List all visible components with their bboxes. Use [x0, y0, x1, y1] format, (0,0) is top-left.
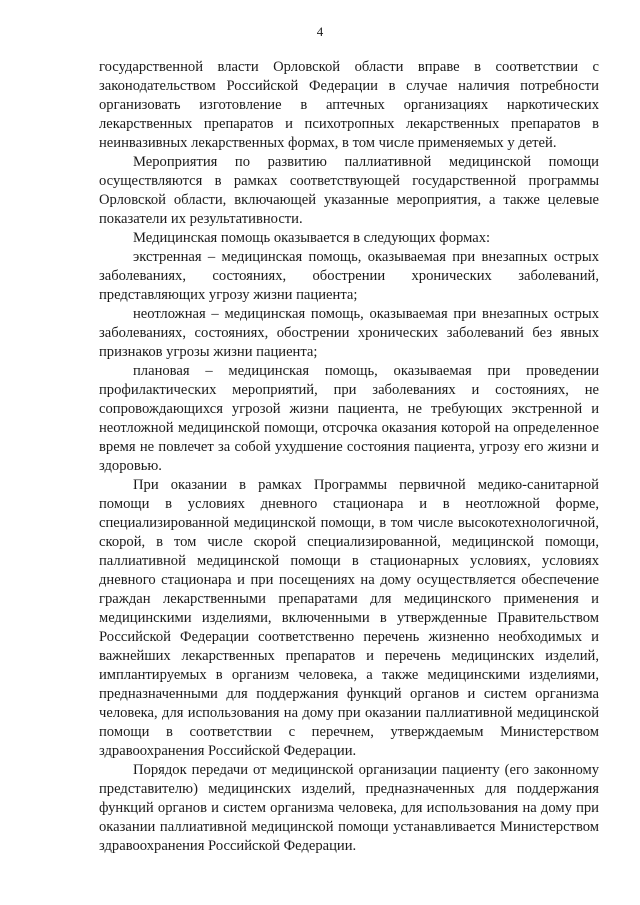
paragraph-1: государственной власти Орловской области вправе в соответствии с законодательством Российской Федерации в случае наличия потребности организовать изготовление в аптечных организациях наркотических лекарственных препаратов и психотропных лекарственных препаратов в неинвазивных лекарственных формах, в том числе применяемых у детей.: [99, 59, 599, 151]
paragraph-4: экстренная – медицинская помощь, оказываемая при внезапных острых заболеваниях, состояниях, обострении хронических заболеваний, представляющих угрозу жизни пациента;: [99, 249, 599, 303]
document-body: [99, 58, 599, 856]
page-number: 4: [316, 24, 324, 39]
paragraph-2: Мероприятия по развитию паллиативной медицинской помощи осуществляются в рамках соответствующей государственной программы Орловской области, включающей указанные мероприятия, а также целевые показатели их результативности.: [99, 154, 599, 227]
paragraph-6: плановая – медицинская помощь, оказываемая при проведении профилактических мероприятий, при заболеваниях и состояниях, не сопровождающихся угрозой жизни пациента, не требующих экстренной и неотложной медицинской помощи, отсрочка оказания которой на определенное время не повлечет за собой ухудшение состояния пациента, угрозу его жизни и здоровью.: [99, 363, 599, 474]
paragraph-7: При оказании в рамках Программы первичной медико-санитарной помощи в условиях дневного стационара и в неотложной форме, специализированной медицинской помощи, в том числе высокотехнологичной, скорой, в том числе скорой специализированной, медицинской помощи, паллиативной медицинской помощи в стационарных условиях, условиях дневного стационара и при посещениях на дому осуществляется обеспечение граждан лекарственными препаратами для медицинского применения и медицинскими изделиями, включенными в утвержденные Правительством Российской Федерации соответственно перечень жизненно необходимых и важнейших лекарственных препаратов и перечень медицинских изделий, имплантируемых в организм человека, а также медицинскими изделиями, предназначенными для поддержания функций органов и систем организма человека, для использования на дому при оказании паллиативной медицинской помощи в соответствии с перечнем, утверждаемым Министерством здравоохранения Российской Федерации.: [99, 477, 599, 759]
paragraph-5: неотложная – медицинская помощь, оказываемая при внезапных острых заболеваниях, состояниях, обострении хронических заболеваний без явных признаков угрозы жизни пациента;: [99, 306, 599, 360]
paragraph-8: Порядок передачи от медицинской организации пациенту (его законному представителю) медицинских изделий, предназначенных для поддержания функций органов и систем организма человека, для использования на дому при оказании паллиативной медицинской помощи устанавливается Министерством здравоохранения Российской Федерации.: [99, 762, 599, 854]
paragraph-3: Медицинская помощь оказывается в следующих формах:: [133, 230, 491, 246]
